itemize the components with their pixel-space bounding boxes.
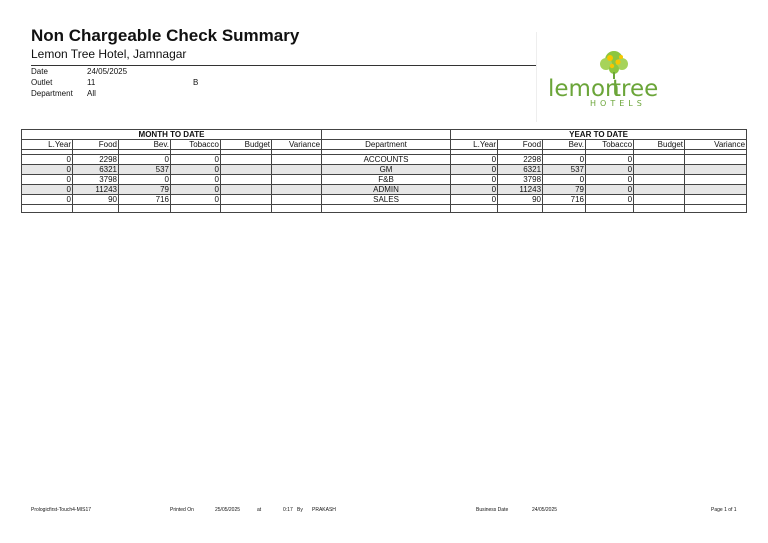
cell-department: ADMIN bbox=[322, 185, 451, 195]
cell-ytd-bev: 716 bbox=[543, 195, 586, 205]
report-title: Non Chargeable Check Summary bbox=[31, 26, 300, 45]
logo-word-lemon: lemon bbox=[548, 76, 620, 102]
cell-ytd-tobacco: 0 bbox=[586, 165, 634, 175]
cell-ytd-food: 90 bbox=[498, 195, 543, 205]
param-value: All bbox=[87, 89, 96, 98]
cell-ytd-food: 6321 bbox=[498, 165, 543, 175]
footer-system-name: Prologicfirst-Touch4-MIS17 bbox=[31, 507, 92, 513]
cell-mtd-variance bbox=[272, 155, 322, 165]
logo-word-tree: tree bbox=[612, 76, 658, 102]
cell-mtd-bev: 537 bbox=[119, 165, 171, 175]
cell-mtd-budget bbox=[221, 165, 272, 175]
cell-ytd-variance bbox=[685, 165, 747, 175]
table-row bbox=[22, 165, 747, 175]
col-header-department: Department bbox=[322, 140, 451, 150]
param-value: 24/05/2025 bbox=[87, 67, 128, 76]
cell-mtd-tobacco: 0 bbox=[171, 165, 221, 175]
hotel-name: Lemon Tree Hotel, Jamnagar bbox=[31, 47, 187, 61]
logo-word-hotels: HOTELS bbox=[590, 99, 646, 108]
cell-ytd-budget bbox=[634, 155, 685, 165]
param-extra: B bbox=[193, 78, 199, 87]
summary-table bbox=[21, 129, 747, 213]
cell-ytd-food: 2298 bbox=[498, 155, 543, 165]
cell-ytd-variance bbox=[685, 185, 747, 195]
year-to-date-header: YEAR TO DATE bbox=[451, 130, 747, 140]
cell-department: GM bbox=[322, 165, 451, 175]
cell-mtd-budget bbox=[221, 175, 272, 185]
report-parameters bbox=[31, 66, 198, 99]
cell-mtd-lyear: 0 bbox=[22, 175, 73, 185]
cell-ytd-food: 11243 bbox=[498, 185, 543, 195]
cell-ytd-variance bbox=[685, 195, 747, 205]
cell-ytd-budget bbox=[634, 175, 685, 185]
footer-page-number: Page 1 of 1 bbox=[711, 507, 737, 513]
param-label: Date bbox=[31, 67, 48, 76]
header-divider bbox=[536, 32, 537, 122]
col-header-mtd-lyear: L.Year bbox=[22, 140, 73, 150]
col-header-ytd-food: Food bbox=[498, 140, 543, 150]
cell-ytd-food: 3798 bbox=[498, 175, 543, 185]
cell-department: ACCOUNTS bbox=[322, 155, 451, 165]
col-header-mtd-budget: Budget bbox=[221, 140, 272, 150]
cell-mtd-bev: 0 bbox=[119, 155, 171, 165]
param-date bbox=[31, 66, 198, 77]
col-header-ytd-budget: Budget bbox=[634, 140, 685, 150]
cell-mtd-variance bbox=[272, 175, 322, 185]
cell-mtd-food: 6321 bbox=[73, 165, 119, 175]
cell-department: SALES bbox=[322, 195, 451, 205]
cell-mtd-variance bbox=[272, 165, 322, 175]
cell-mtd-bev: 0 bbox=[119, 175, 171, 185]
cell-ytd-tobacco: 0 bbox=[586, 195, 634, 205]
cell-mtd-budget bbox=[221, 195, 272, 205]
table-group-header bbox=[22, 130, 747, 140]
footer-printed-on-label: Printed On bbox=[170, 507, 194, 513]
cell-ytd-budget bbox=[634, 195, 685, 205]
cell-mtd-tobacco: 0 bbox=[171, 185, 221, 195]
cell-mtd-budget bbox=[221, 185, 272, 195]
cell-mtd-food: 11243 bbox=[73, 185, 119, 195]
footer-printed-by: PRAKASH bbox=[312, 507, 336, 513]
param-label: Department bbox=[31, 89, 73, 98]
cell-ytd-lyear: 0 bbox=[451, 185, 498, 195]
col-header-ytd-variance: Variance bbox=[685, 140, 747, 150]
footer-printed-on-date: 25/05/2025 bbox=[215, 507, 241, 513]
param-value: 11 bbox=[87, 78, 96, 87]
cell-ytd-lyear: 0 bbox=[451, 155, 498, 165]
param-outlet bbox=[31, 77, 198, 88]
cell-mtd-lyear: 0 bbox=[22, 195, 73, 205]
param-label: Outlet bbox=[31, 78, 53, 87]
cell-mtd-food: 2298 bbox=[73, 155, 119, 165]
cell-department: F&B bbox=[322, 175, 451, 185]
cell-ytd-variance bbox=[685, 155, 747, 165]
cell-ytd-tobacco: 0 bbox=[586, 175, 634, 185]
cell-mtd-lyear: 0 bbox=[22, 155, 73, 165]
col-header-mtd-variance: Variance bbox=[272, 140, 322, 150]
lemon-tree-logo-icon bbox=[548, 48, 658, 110]
cell-mtd-variance bbox=[272, 195, 322, 205]
table-total-row bbox=[22, 205, 747, 213]
cell-ytd-tobacco: 0 bbox=[586, 155, 634, 165]
footer-by-label: By bbox=[297, 507, 303, 513]
cell-ytd-budget bbox=[634, 165, 685, 175]
cell-ytd-bev: 537 bbox=[543, 165, 586, 175]
cell-ytd-tobacco: 0 bbox=[586, 185, 634, 195]
col-header-mtd-tobacco: Tobacco bbox=[171, 140, 221, 150]
month-to-date-header: MONTH TO DATE bbox=[22, 130, 322, 140]
cell-ytd-lyear: 0 bbox=[451, 195, 498, 205]
cell-mtd-variance bbox=[272, 185, 322, 195]
cell-mtd-food: 3798 bbox=[73, 175, 119, 185]
table-row bbox=[22, 185, 747, 195]
footer-print-time: 0:17 bbox=[283, 507, 293, 513]
cell-mtd-budget bbox=[221, 155, 272, 165]
cell-ytd-bev: 0 bbox=[543, 175, 586, 185]
col-header-ytd-bev: Bev. bbox=[543, 140, 586, 150]
cell-mtd-food: 90 bbox=[73, 195, 119, 205]
table-row bbox=[22, 155, 747, 165]
footer-business-date-label: Business Date bbox=[476, 507, 509, 513]
footer-at-label: at bbox=[257, 507, 262, 513]
cell-ytd-bev: 0 bbox=[543, 155, 586, 165]
table-row bbox=[22, 175, 747, 185]
table-row bbox=[22, 195, 747, 205]
cell-ytd-budget bbox=[634, 185, 685, 195]
col-header-mtd-bev: Bev. bbox=[119, 140, 171, 150]
col-header-mtd-food: Food bbox=[73, 140, 119, 150]
cell-mtd-tobacco: 0 bbox=[171, 195, 221, 205]
col-header-ytd-lyear: L.Year bbox=[451, 140, 498, 150]
cell-ytd-lyear: 0 bbox=[451, 165, 498, 175]
cell-mtd-tobacco: 0 bbox=[171, 175, 221, 185]
cell-mtd-lyear: 0 bbox=[22, 165, 73, 175]
cell-ytd-variance bbox=[685, 175, 747, 185]
cell-mtd-bev: 716 bbox=[119, 195, 171, 205]
cell-mtd-tobacco: 0 bbox=[171, 155, 221, 165]
lemon-tree-logo bbox=[548, 48, 658, 110]
tree-icon bbox=[600, 51, 628, 79]
param-department bbox=[31, 88, 198, 99]
cell-mtd-bev: 79 bbox=[119, 185, 171, 195]
table-column-header bbox=[22, 140, 747, 150]
cell-ytd-lyear: 0 bbox=[451, 175, 498, 185]
department-group-spacer bbox=[322, 130, 451, 140]
footer-business-date: 24/05/2025 bbox=[532, 507, 558, 513]
col-header-ytd-tobacco: Tobacco bbox=[586, 140, 634, 150]
cell-mtd-lyear: 0 bbox=[22, 185, 73, 195]
cell-ytd-bev: 79 bbox=[543, 185, 586, 195]
